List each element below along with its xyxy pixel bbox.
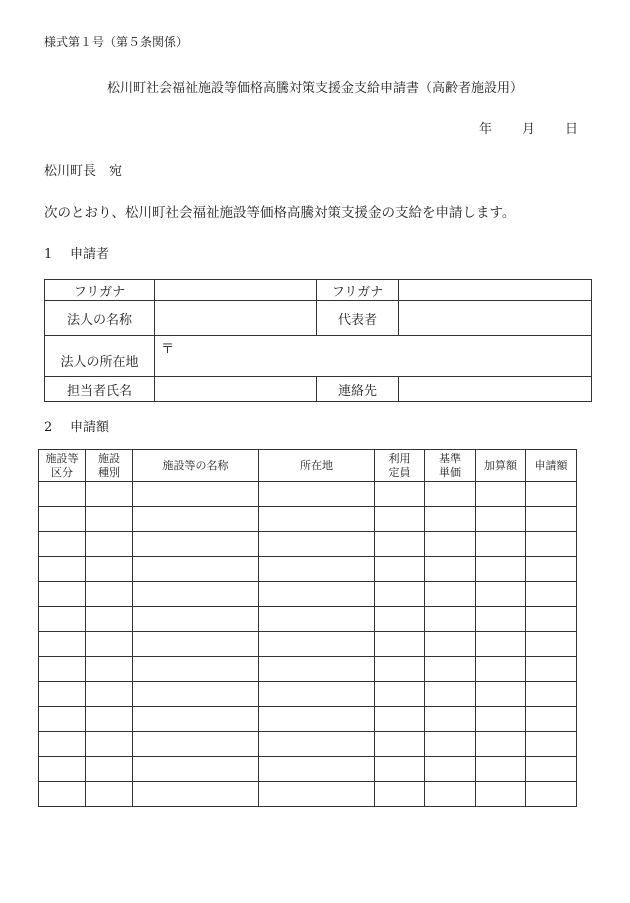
column-header xyxy=(375,450,425,482)
table-cell[interactable] xyxy=(476,682,526,707)
corp-name-label: 法人の名称 xyxy=(45,301,155,336)
column-header xyxy=(526,450,577,482)
table-cell[interactable] xyxy=(375,632,425,657)
table-cell[interactable] xyxy=(375,482,425,507)
table-row xyxy=(39,582,577,607)
table-cell[interactable] xyxy=(259,732,375,757)
table-cell[interactable] xyxy=(375,507,425,532)
table-cell[interactable] xyxy=(526,582,577,607)
representative-label: 代表者 xyxy=(317,301,399,336)
table-row xyxy=(45,280,592,301)
date-line xyxy=(479,118,578,137)
table-cell[interactable] xyxy=(259,532,375,557)
table-row xyxy=(39,607,577,632)
table-cell[interactable] xyxy=(259,782,375,807)
table-cell[interactable] xyxy=(425,707,476,732)
table-row xyxy=(39,507,577,532)
table-cell[interactable] xyxy=(39,507,86,532)
table-cell[interactable] xyxy=(86,732,133,757)
table-cell[interactable] xyxy=(375,732,425,757)
table-cell[interactable] xyxy=(86,532,133,557)
table-cell[interactable] xyxy=(425,507,476,532)
table-cell[interactable] xyxy=(526,707,577,732)
section-title: 申請額 xyxy=(70,420,110,435)
corp-name-field[interactable] xyxy=(155,301,317,336)
postal-mark: 〒 xyxy=(161,342,175,357)
table-cell[interactable] xyxy=(259,632,375,657)
table-cell[interactable] xyxy=(526,557,577,582)
table-cell[interactable] xyxy=(476,607,526,632)
column-header xyxy=(39,450,86,482)
column-header xyxy=(425,450,476,482)
table-cell[interactable] xyxy=(133,582,259,607)
table-cell[interactable] xyxy=(39,482,86,507)
table-cell[interactable] xyxy=(526,657,577,682)
table-cell[interactable] xyxy=(526,532,577,557)
table-row xyxy=(39,757,577,782)
address-field[interactable] xyxy=(155,336,592,377)
section-title: 申請者 xyxy=(70,247,110,262)
table-cell[interactable] xyxy=(526,632,577,657)
column-header xyxy=(86,450,133,482)
table-cell[interactable] xyxy=(425,782,476,807)
amount-table xyxy=(38,449,577,807)
table-cell[interactable] xyxy=(375,532,425,557)
table-cell[interactable] xyxy=(375,657,425,682)
contact-person-label: 担当者氏名 xyxy=(45,377,155,402)
document-title: 松川町社会福祉施設等価格高騰対策支援金支給申請書（高齢者施設用） xyxy=(106,81,523,96)
table-cell[interactable] xyxy=(133,707,259,732)
table-cell[interactable] xyxy=(476,557,526,582)
table-cell[interactable] xyxy=(476,532,526,557)
table-cell[interactable] xyxy=(425,732,476,757)
column-header-line: 所在地 xyxy=(300,458,333,472)
furigana-label: フリガナ xyxy=(317,280,399,301)
table-cell[interactable] xyxy=(476,632,526,657)
section-number: 1 xyxy=(44,247,53,262)
table-row xyxy=(45,301,592,336)
table-cell[interactable] xyxy=(476,707,526,732)
table-cell[interactable] xyxy=(375,757,425,782)
table-cell[interactable] xyxy=(133,532,259,557)
table-cell[interactable] xyxy=(39,732,86,757)
table-cell[interactable] xyxy=(86,707,133,732)
table-cell[interactable] xyxy=(133,657,259,682)
table-cell[interactable] xyxy=(476,657,526,682)
table-cell[interactable] xyxy=(526,682,577,707)
table-cell[interactable] xyxy=(259,507,375,532)
column-header-line: 定員 xyxy=(388,465,411,479)
table-cell[interactable] xyxy=(39,582,86,607)
table-cell[interactable] xyxy=(133,782,259,807)
table-cell[interactable] xyxy=(86,507,133,532)
table-row xyxy=(39,657,577,682)
date-year-label: 年 xyxy=(478,122,492,137)
table-row xyxy=(39,782,577,807)
table-cell[interactable] xyxy=(375,707,425,732)
form-number: 様式第１号（第５条関係） xyxy=(44,35,189,49)
table-cell[interactable] xyxy=(259,682,375,707)
table-cell[interactable] xyxy=(133,682,259,707)
table-cell[interactable] xyxy=(259,557,375,582)
table-cell[interactable] xyxy=(259,482,375,507)
table-cell[interactable] xyxy=(86,482,133,507)
table-cell[interactable] xyxy=(86,607,133,632)
table-cell[interactable] xyxy=(259,757,375,782)
column-header-line: 施設 xyxy=(98,451,120,465)
table-cell[interactable] xyxy=(39,707,86,732)
contact-field[interactable] xyxy=(399,377,592,402)
table-cell[interactable] xyxy=(375,682,425,707)
table-cell[interactable] xyxy=(526,482,577,507)
table-cell[interactable] xyxy=(526,757,577,782)
table-cell[interactable] xyxy=(133,757,259,782)
table-cell[interactable] xyxy=(39,557,86,582)
column-header-line: 種別 xyxy=(98,465,120,479)
table-cell[interactable] xyxy=(39,782,86,807)
table-cell[interactable] xyxy=(526,782,577,807)
furigana-label: フリガナ xyxy=(45,280,155,301)
column-header-line: 利用 xyxy=(388,451,411,465)
table-cell[interactable] xyxy=(476,507,526,532)
column-header-line: 施設等 xyxy=(45,451,79,465)
column-header-line: 基準 xyxy=(439,451,461,465)
section-number: 2 xyxy=(44,420,53,435)
contact-person-field[interactable] xyxy=(155,377,317,402)
addressee: 松川町長 宛 xyxy=(44,164,123,179)
table-cell[interactable] xyxy=(476,582,526,607)
table-cell[interactable] xyxy=(86,582,133,607)
table-cell[interactable] xyxy=(86,682,133,707)
table-cell[interactable] xyxy=(425,532,476,557)
table-cell[interactable] xyxy=(86,757,133,782)
table-cell[interactable] xyxy=(39,632,86,657)
table-row xyxy=(39,557,577,582)
representative-furigana-field[interactable] xyxy=(399,280,592,301)
table-cell[interactable] xyxy=(476,757,526,782)
table-cell[interactable] xyxy=(526,732,577,757)
column-header-line: 区分 xyxy=(51,465,73,479)
table-cell[interactable] xyxy=(39,757,86,782)
table-cell[interactable] xyxy=(259,607,375,632)
table-cell[interactable] xyxy=(425,757,476,782)
table-cell[interactable] xyxy=(476,482,526,507)
table-cell[interactable] xyxy=(476,782,526,807)
table-cell[interactable] xyxy=(425,682,476,707)
date-day-label: 日 xyxy=(564,122,578,137)
table-cell[interactable] xyxy=(39,682,86,707)
table-cell[interactable] xyxy=(375,582,425,607)
table-cell[interactable] xyxy=(425,482,476,507)
table-cell[interactable] xyxy=(86,632,133,657)
intro-statement: 次のとおり、松川町社会福祉施設等価格高騰対策支援金の支給を申請します。 xyxy=(44,205,516,221)
table-cell[interactable] xyxy=(259,582,375,607)
table-cell[interactable] xyxy=(133,607,259,632)
table-cell[interactable] xyxy=(133,482,259,507)
table-cell[interactable] xyxy=(259,657,375,682)
table-cell[interactable] xyxy=(86,557,133,582)
table-cell[interactable] xyxy=(425,632,476,657)
table-cell[interactable] xyxy=(39,607,86,632)
column-header xyxy=(476,450,526,482)
table-cell[interactable] xyxy=(476,732,526,757)
table-row xyxy=(39,732,577,757)
table-cell[interactable] xyxy=(375,782,425,807)
table-cell[interactable] xyxy=(86,782,133,807)
table-row xyxy=(39,532,577,557)
table-cell[interactable] xyxy=(39,657,86,682)
table-cell[interactable] xyxy=(133,557,259,582)
table-row xyxy=(39,632,577,657)
table-cell[interactable] xyxy=(133,732,259,757)
table-row xyxy=(39,707,577,732)
section-amount-heading xyxy=(44,416,109,435)
column-header xyxy=(259,450,375,482)
table-cell[interactable] xyxy=(375,607,425,632)
table-cell[interactable] xyxy=(375,557,425,582)
table-cell[interactable] xyxy=(425,657,476,682)
table-row xyxy=(39,682,577,707)
table-cell[interactable] xyxy=(425,607,476,632)
table-cell[interactable] xyxy=(425,582,476,607)
table-cell[interactable] xyxy=(425,557,476,582)
section-applicant-heading xyxy=(44,243,109,262)
table-cell[interactable] xyxy=(133,632,259,657)
table-row xyxy=(39,482,577,507)
applicant-table xyxy=(44,279,592,402)
table-cell[interactable] xyxy=(86,657,133,682)
table-cell[interactable] xyxy=(259,707,375,732)
column-header-line: 申請額 xyxy=(534,458,568,472)
column-header xyxy=(133,450,259,482)
date-month-label: 月 xyxy=(521,122,535,137)
table-cell[interactable] xyxy=(526,507,577,532)
table-row xyxy=(45,336,592,377)
table-cell[interactable] xyxy=(133,507,259,532)
table-row xyxy=(45,377,592,402)
representative-field[interactable] xyxy=(399,301,592,336)
column-header-line: 単価 xyxy=(439,465,461,479)
table-cell[interactable] xyxy=(39,532,86,557)
table-header-row xyxy=(39,450,577,482)
column-header-line: 加算額 xyxy=(484,458,517,472)
contact-label: 連絡先 xyxy=(317,377,399,402)
column-header-line: 施設等の名称 xyxy=(162,458,229,472)
corp-furigana-field[interactable] xyxy=(155,280,317,301)
table-cell[interactable] xyxy=(526,607,577,632)
address-label: 法人の所在地 xyxy=(45,336,155,377)
